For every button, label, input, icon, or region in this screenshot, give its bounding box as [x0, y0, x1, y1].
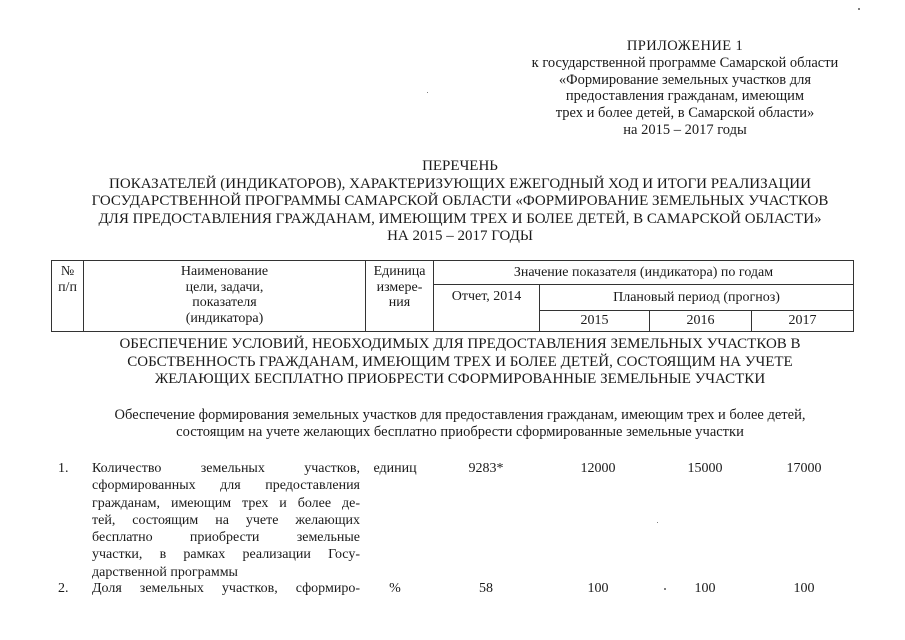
row-value-2015: 100 — [587, 581, 609, 596]
row-value-2014: 9283* — [468, 461, 504, 476]
list-title-line: НА 2015 – 2017 ГОДЫ — [387, 228, 533, 244]
row-name-line: Количество земельных участков, — [92, 461, 360, 476]
header-plan-period: Плановый период (прогноз) — [540, 285, 854, 311]
appendix-line: предоставления гражданам, имеющим — [565, 88, 805, 105]
list-title — [40, 158, 880, 246]
row-value-2017: 17000 — [786, 461, 822, 476]
header-values-heading: Значение показателя (индикатора) по годам — [434, 261, 854, 285]
header-name-line: показателя — [192, 295, 257, 310]
header-name-cell — [84, 261, 366, 332]
appendix-line: на 2015 – 2017 годы — [623, 121, 747, 138]
header-unit-line: ния — [388, 295, 411, 310]
header-year-2015: 2015 — [540, 311, 650, 332]
row-name-line: гражданам, имеющим трех и более де- — [92, 495, 360, 511]
header-name-line: Наименование — [180, 264, 269, 279]
scan-speck — [427, 92, 428, 93]
header-name-line: цели, задачи, — [185, 279, 264, 295]
section-heading-line: СОБСТВЕННОСТЬ ГРАЖДАНАМ, ИМЕЮЩИМ ТРЕХ И БОЛЕЕ ДЕТЕЙ, СОСТОЯЩИМ НА УЧЕТЕ — [127, 353, 793, 370]
header-name-line: (индикатора) — [185, 310, 264, 326]
row-unit: % — [389, 581, 401, 596]
task-line: Обеспечение формирования земельных участков для предоставления гражданам, имеющим трех и более детей, — [114, 407, 806, 423]
row-name-line: тей, состоящим на учете желающих — [92, 512, 360, 528]
list-title-line: ПЕРЕЧЕНЬ — [422, 158, 498, 174]
row-value-2016: 15000 — [687, 461, 723, 476]
scan-speck — [657, 522, 658, 523]
row-unit: единиц — [373, 461, 417, 476]
list-title-line: ПОКАЗАТЕЛЕЙ (ИНДИКАТОРОВ), ХАРАКТЕРИЗУЮЩИХ ЕЖЕГОДНЫЙ ХОД И ИТОГИ РЕАЛИЗАЦИИ — [109, 175, 811, 192]
header-unit-line: Единица — [373, 264, 426, 279]
header-num-cell — [52, 261, 84, 332]
header-year-2017: 2017 — [752, 311, 854, 332]
header-unit-line: измере- — [376, 279, 423, 295]
appendix-line: к государственной программе Самарской области — [531, 54, 839, 71]
row-name-line: Доля земельных участков, сформиро- — [92, 581, 360, 596]
header-unit-cell — [366, 261, 434, 332]
row-indicator-name — [92, 580, 360, 597]
row-indicator-name — [92, 460, 360, 581]
indicator-table-header — [51, 260, 854, 332]
header-year-2016: 2016 — [650, 311, 752, 332]
header-num-line: № — [60, 264, 75, 279]
header-num-line: п/п — [58, 279, 77, 295]
list-title-line: ДЛЯ ПРЕДОСТАВЛЕНИЯ ГРАЖДАНАМ, ИМЕЮЩИМ ТРЕХ И БОЛЕЕ ДЕТЕЙ, В САМАРСКОЙ ОБЛАСТИ» — [98, 210, 822, 227]
appendix-title: ПРИЛОЖЕНИЕ 1 — [626, 38, 744, 54]
row-name-line: сформированных для предоставления — [92, 478, 360, 494]
scan-speck — [664, 588, 666, 590]
appendix-line: трех и более детей, в Самарской области» — [555, 105, 815, 122]
task-line: состоящим на учете желающих бесплатно приобрести сформированные земельные участки — [176, 424, 744, 440]
appendix-line: «Формирование земельных участков для — [558, 71, 812, 88]
row-value-2014: 58 — [479, 581, 493, 596]
header-report-2014: Отчет, 2014 — [434, 285, 540, 332]
row-number: 2. — [58, 581, 69, 596]
section-heading-line: ОБЕСПЕЧЕНИЕ УСЛОВИЙ, НЕОБХОДИМЫХ ДЛЯ ПРЕДОСТАВЛЕНИЯ ЗЕМЕЛЬНЫХ УЧАСТКОВ В — [119, 336, 801, 352]
row-name-line: участки, в рамках реализации Госу- — [92, 547, 360, 563]
row-value-2015: 12000 — [580, 461, 616, 476]
task-heading — [40, 407, 880, 441]
row-value-2016: 100 — [694, 581, 716, 596]
scan-speck — [858, 8, 860, 10]
section-heading-line: ЖЕЛАЮЩИХ БЕСПЛАТНО ПРИОБРЕСТИ СФОРМИРОВАННЫЕ ЗЕМЕЛЬНЫЕ УЧАСТКИ — [154, 371, 766, 387]
row-name-line: дарственной программы — [92, 564, 238, 580]
row-name-line: бесплатно приобрести земельные — [92, 530, 360, 546]
list-title-line: ГОСУДАРСТВЕННОЙ ПРОГРАММЫ САМАРСКОЙ ОБЛАСТИ «ФОРМИРОВАНИЕ ЗЕМЕЛЬНЫХ УЧАСТКОВ — [91, 193, 829, 209]
section-heading — [40, 336, 880, 389]
row-number: 1. — [58, 461, 69, 476]
appendix-block — [480, 38, 890, 139]
row-value-2017: 100 — [793, 581, 815, 596]
